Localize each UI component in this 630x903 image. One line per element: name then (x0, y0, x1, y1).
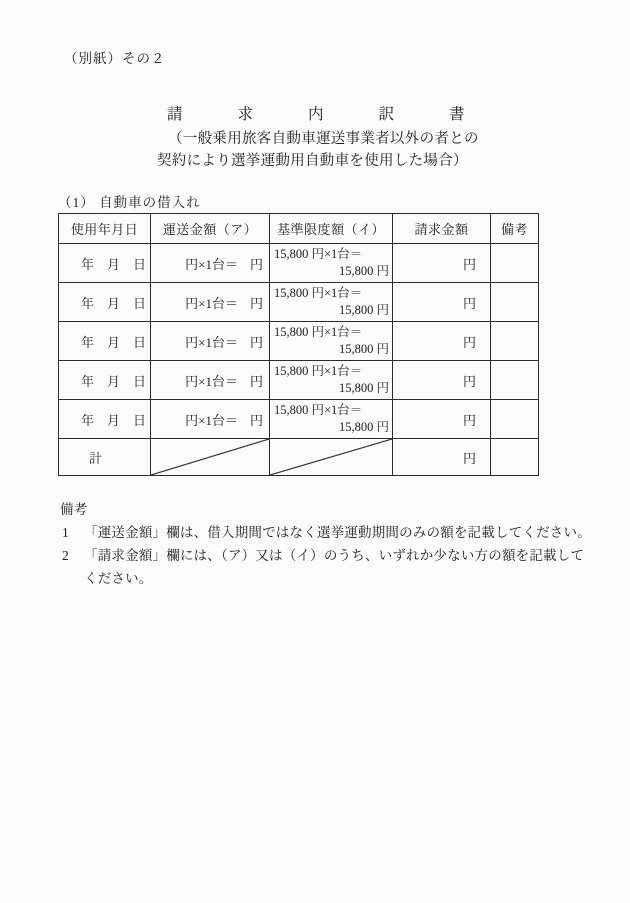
limit-value: 15,800 円 (338, 420, 389, 434)
cell-limit-amount (270, 283, 393, 322)
table-row (59, 400, 539, 439)
billing-table (58, 213, 539, 476)
limit-formula: 15,800 円×1台＝ (274, 286, 363, 300)
note-number: 2 (62, 548, 69, 563)
cell-remarks (491, 400, 539, 439)
document-subtitle-line1: （一般乗用旅客自動車運送事業者以外の者との (168, 131, 479, 147)
total-billed-cell: 円 (393, 439, 491, 476)
col-header-transport-amount: 運送金額（ア） (151, 214, 270, 244)
billed-unit: 円 (462, 295, 476, 311)
cell-limit-amount (270, 244, 393, 283)
col-header-remarks: 備考 (491, 214, 539, 244)
transport-formula: 円×1台＝ (185, 334, 238, 350)
billed-unit: 円 (462, 256, 476, 272)
limit-value: 15,800 円 (338, 342, 389, 356)
cell-remarks (491, 322, 539, 361)
note-item (58, 544, 603, 590)
cell-transport-amount (151, 400, 270, 439)
cell-remarks (491, 244, 539, 283)
use-date-placeholder: 年 月 日 (80, 412, 146, 428)
notes-section (58, 498, 603, 590)
table-header-row (59, 214, 539, 244)
transport-unit: 円 (249, 256, 263, 272)
cell-use-date (59, 244, 151, 283)
cell-transport-amount (151, 283, 270, 322)
limit-formula: 15,800 円×1台＝ (274, 325, 363, 339)
total-limit-cell (270, 439, 393, 476)
transport-unit: 円 (249, 373, 263, 389)
table-row (59, 322, 539, 361)
col-header-billed-amount: 請求金額 (393, 214, 491, 244)
cell-transport-amount (151, 244, 270, 283)
cell-billed-amount (393, 283, 491, 322)
limit-formula: 15,800 円×1台＝ (274, 247, 363, 261)
cell-remarks (491, 283, 539, 322)
note-number: 1 (62, 525, 69, 540)
table-row (59, 244, 539, 283)
attachment-label: （別紙）その２ (64, 51, 166, 66)
cell-limit-amount (270, 400, 393, 439)
transport-formula: 円×1台＝ (185, 295, 238, 311)
limit-value: 15,800 円 (338, 381, 389, 395)
total-remarks-cell (491, 439, 539, 476)
use-date-placeholder: 年 月 日 (80, 295, 146, 311)
cell-billed-amount (393, 400, 491, 439)
note-text (84, 544, 603, 590)
cell-transport-amount (151, 322, 270, 361)
section-label: （1） 自動車の借入れ (58, 195, 201, 210)
cell-billed-amount (393, 322, 491, 361)
limit-formula: 15,800 円×1台＝ (274, 403, 363, 417)
table-row (59, 283, 539, 322)
use-date-placeholder: 年 月 日 (80, 334, 146, 350)
transport-formula: 円×1台＝ (185, 373, 238, 389)
total-transport-cell (151, 439, 270, 476)
document-subtitle-line2: 契約により選挙運動用自動車を使用した場合） (157, 153, 468, 169)
diagonal-strike (151, 439, 269, 475)
billed-unit: 円 (462, 334, 476, 350)
cell-transport-amount (151, 361, 270, 400)
total-row (59, 439, 539, 476)
diagonal-strike (270, 439, 392, 475)
table-row (59, 361, 539, 400)
note-line: ください。 (84, 571, 153, 586)
limit-formula: 15,800 円×1台＝ (274, 364, 363, 378)
transport-formula: 円×1台＝ (185, 412, 238, 428)
transport-unit: 円 (249, 412, 263, 428)
col-header-limit-amount: 基準限度額（イ） (270, 214, 393, 244)
note-line: 「運送金額」欄は、借入期間ではなく選挙運動期間のみの額を記載してください。 (84, 525, 591, 540)
billed-unit: 円 (462, 412, 476, 428)
billed-unit: 円 (462, 373, 476, 389)
notes-heading: 備考 (60, 502, 88, 517)
cell-use-date (59, 283, 151, 322)
limit-value: 15,800 円 (338, 264, 389, 278)
total-label-cell: 計 (59, 439, 151, 476)
note-text (84, 521, 603, 544)
note-line: 「請求金額」欄には、（ア）又は（イ）のうち、いずれか少ない方の額を記載して (84, 548, 585, 563)
col-header-use-date: 使用年月日 (59, 214, 151, 244)
cell-billed-amount (393, 361, 491, 400)
use-date-placeholder: 年 月 日 (80, 256, 146, 272)
note-item (58, 521, 603, 544)
transport-formula: 円×1台＝ (185, 256, 238, 272)
cell-limit-amount (270, 361, 393, 400)
transport-unit: 円 (249, 334, 263, 350)
limit-value: 15,800 円 (338, 303, 389, 317)
cell-limit-amount (270, 322, 393, 361)
cell-remarks (491, 361, 539, 400)
cell-billed-amount (393, 244, 491, 283)
transport-unit: 円 (249, 295, 263, 311)
cell-use-date (59, 322, 151, 361)
use-date-placeholder: 年 月 日 (80, 373, 146, 389)
cell-use-date (59, 400, 151, 439)
document-title: 請求内訳書 (167, 106, 520, 123)
cell-use-date (59, 361, 151, 400)
billing-table-body (59, 244, 539, 476)
